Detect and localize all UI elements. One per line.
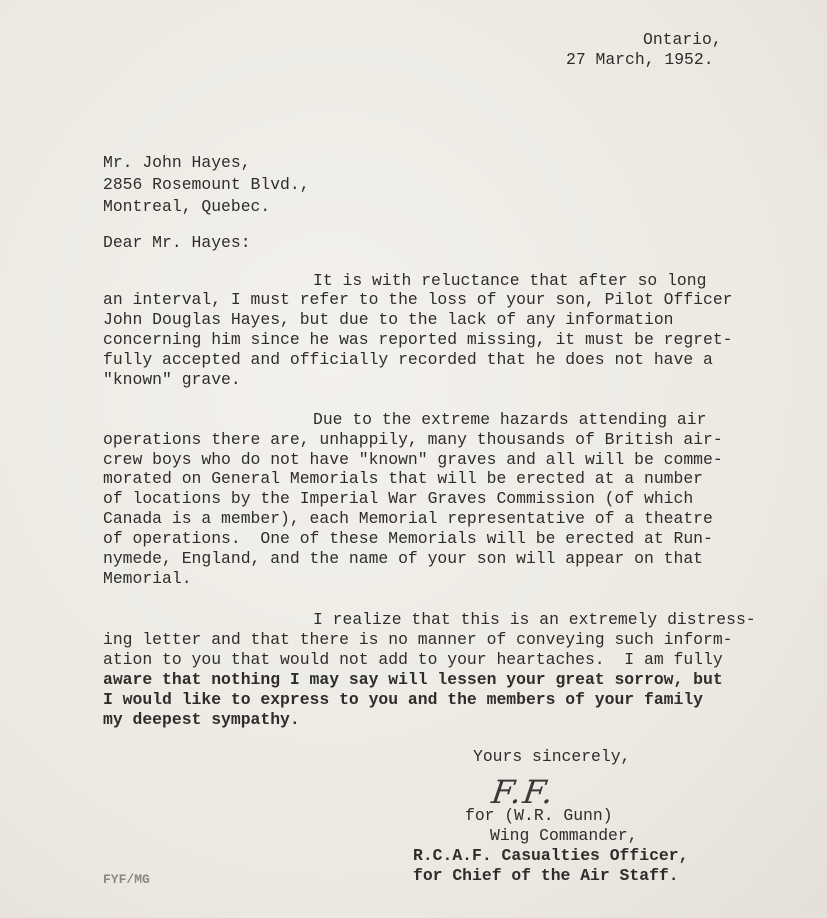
body-line: I would like to express to you and the members of your family: [103, 690, 703, 709]
body-line: of operations. One of these Memorials will be erected at Run-: [103, 529, 713, 548]
body-line: John Douglas Hayes, but due to the lack of any information: [103, 310, 674, 329]
body-line: aware that nothing I may say will lessen your great sorrow, but: [103, 670, 723, 689]
on-behalf-of: for Chief of the Air Staff.: [413, 866, 679, 885]
body-line: an interval, I must refer to the loss of your son, Pilot Officer: [103, 290, 733, 309]
body-line: It is with reluctance that after so long: [313, 271, 707, 290]
body-line: I realize that this is an extremely distress-: [313, 610, 756, 629]
rank: Wing Commander,: [490, 826, 638, 845]
body-line: Memorial.: [103, 569, 192, 588]
address-line: Mr. John Hayes,: [103, 153, 251, 172]
salutation: Dear Mr. Hayes:: [103, 233, 251, 252]
body-line: concerning him since he was reported missing, it must be regret-: [103, 330, 733, 349]
body-line: nymede, England, and the name of your son will appear on that: [103, 549, 703, 568]
body-line: ation to you that would not add to your heartaches. I am fully: [103, 650, 723, 669]
body-line: of locations by the Imperial War Graves Commission (of which: [103, 489, 694, 508]
signed-for: for (W.R. Gunn): [465, 806, 613, 825]
address-line: Montreal, Quebec.: [103, 197, 271, 216]
body-line: operations there are, unhappily, many thousands of British air-: [103, 430, 723, 449]
body-line: my deepest sympathy.: [103, 710, 300, 729]
handwritten-signature: F.F.: [489, 773, 558, 811]
body-line: Due to the extreme hazards attending air: [313, 410, 707, 429]
reference-initials: FYF/MG: [103, 872, 150, 887]
body-line: ing letter and that there is no manner of conveying such inform-: [103, 630, 733, 649]
valediction: Yours sincerely,: [473, 747, 631, 766]
body-line: crew boys who do not have "known" graves and all will be comme-: [103, 450, 723, 469]
place: Ontario,: [643, 30, 722, 49]
body-line: morated on General Memorials that will be erected at a number: [103, 469, 703, 488]
body-line: Canada is a member), each Memorial representative of a theatre: [103, 509, 713, 528]
address-line: 2856 Rosemount Blvd.,: [103, 175, 310, 194]
body-line: "known" grave.: [103, 370, 241, 389]
officer-title: R.C.A.F. Casualties Officer,: [413, 846, 689, 865]
date: 27 March, 1952.: [566, 50, 714, 69]
body-line: fully accepted and officially recorded that he does not have a: [103, 350, 713, 369]
